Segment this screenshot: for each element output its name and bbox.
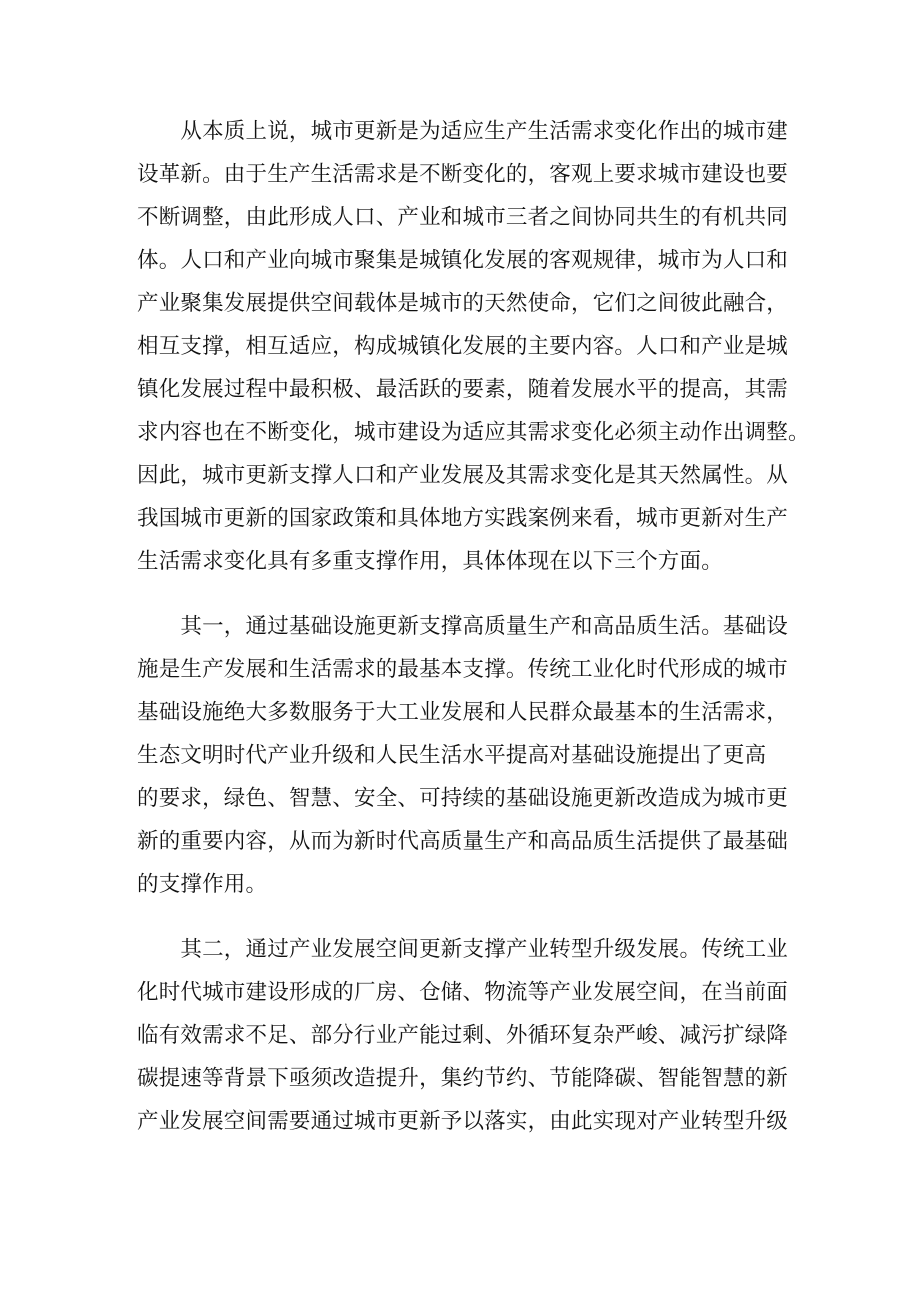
paragraph-line: 产业发展空间需要通过城市更新予以落实，由此实现对产业转型升级 [137, 1109, 789, 1134]
paragraph-3 [137, 928, 789, 1143]
paragraph-line: 因此，城市更新支撑人口和产业发展及其需求变化是其天然属性。从 [137, 463, 789, 488]
paragraph-line: 镇化发展过程中最积极、最活跃的要素，随着发展水平的提高，其需 [137, 377, 789, 402]
document-body [137, 110, 810, 1143]
paragraph-line: 从本质上说，城市更新是为适应生产生活需求变化作出的城市建 [137, 119, 789, 144]
paragraph-line: 我国城市更新的国家政策和具体地方实践案例来看，城市更新对生产 [137, 506, 789, 531]
paragraph-line: 施是生产发展和生活需求的最基本支撑。传统工业化时代形成的城市 [137, 657, 789, 682]
paragraph-line: 不断调整，由此形成人口、产业和城市三者之间协同共生的有机共同 [137, 205, 789, 230]
paragraph-line: 求内容也在不断变化，城市建设为适应其需求变化必须主动作出调整。 [137, 420, 810, 445]
paragraph-1 [137, 110, 810, 583]
paragraph-line: 相互支撑，相互适应，构成城镇化发展的主要内容。人口和产业是城 [137, 334, 789, 359]
paragraph-line: 设革新。由于生产生活需求是不断变化的，客观上要求城市建设也要 [137, 162, 789, 187]
paragraph-line: 的支撑作用。 [137, 872, 268, 897]
paragraph-line: 的要求，绿色、智慧、安全、可持续的基础设施更新改造成为城市更 [137, 786, 789, 811]
paragraph-line: 体。人口和产业向城市聚集是城镇化发展的客观规律，城市为人口和 [137, 248, 789, 273]
paragraph-spacer [137, 906, 789, 928]
paragraph-line: 临有效需求不足、部分行业产能过剩、外循环复杂严峻、减污扩绿降 [137, 1023, 789, 1048]
paragraph-line: 基础设施绝大多数服务于大工业发展和人民群众最基本的生活需求， [137, 700, 789, 725]
paragraph-line: 生态文明时代产业升级和人民生活水平提高对基础设施提出了更高 [137, 743, 767, 768]
paragraph-line: 碳提速等背景下亟须改造提升，集约节约、节能降碳、智能智慧的新 [137, 1066, 789, 1091]
paragraph-line: 其二，通过产业发展空间更新支撑产业转型升级发展。传统工业 [137, 937, 789, 962]
paragraph-line: 新的重要内容，从而为新时代高质量生产和高品质生活提供了最基础 [137, 829, 789, 854]
paragraph-line: 产业聚集发展提供空间载体是城市的天然使命，它们之间彼此融合， [137, 291, 789, 316]
paragraph-2 [137, 605, 789, 906]
paragraph-line: 生活需求变化具有多重支撑作用，具体体现在以下三个方面。 [137, 549, 723, 574]
paragraph-line: 化时代城市建设形成的厂房、仓储、物流等产业发展空间，在当前面 [137, 980, 789, 1005]
paragraph-line: 其一，通过基础设施更新支撑高质量生产和高品质生活。基础设 [137, 614, 789, 639]
paragraph-spacer [137, 583, 789, 605]
